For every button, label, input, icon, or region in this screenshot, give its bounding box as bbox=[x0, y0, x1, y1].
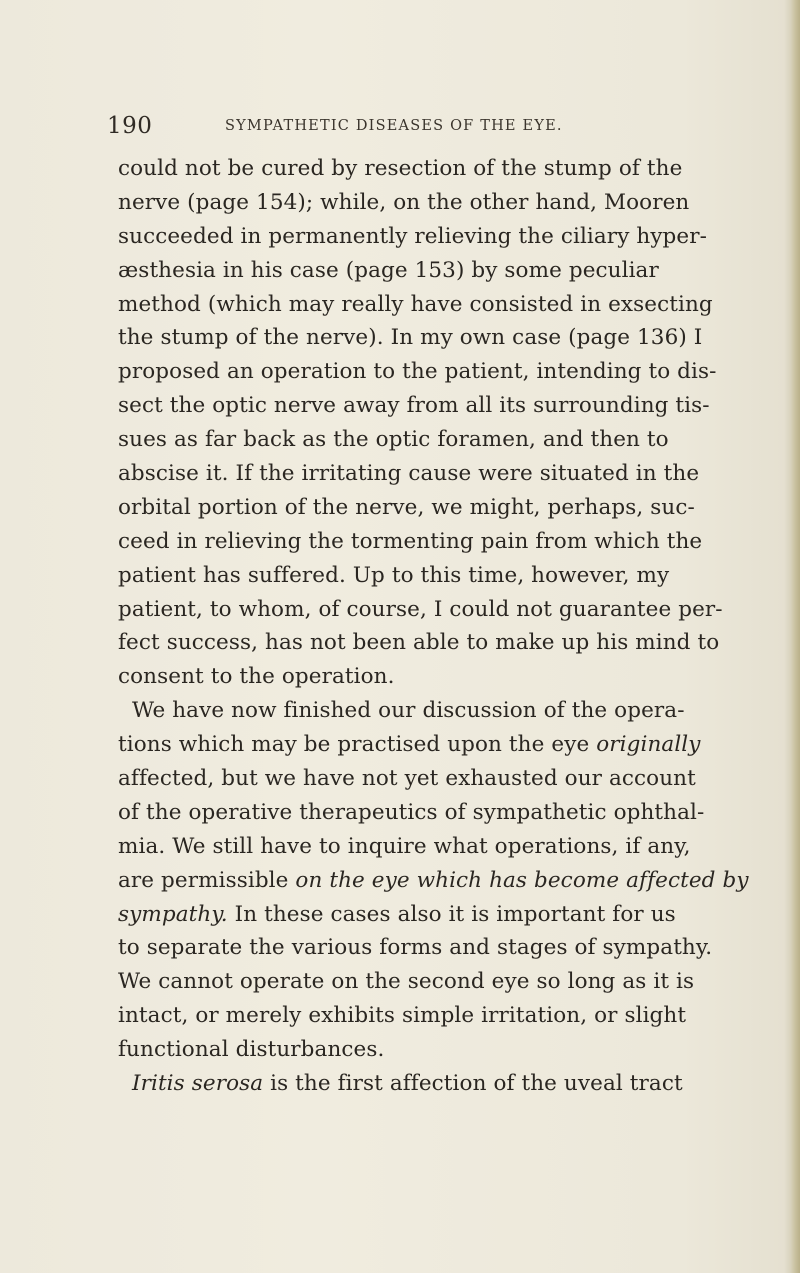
text-line: could not be cured by resection of the stump of the bbox=[118, 156, 683, 181]
text-line: We cannot operate on the second eye so long as it is bbox=[118, 969, 695, 995]
text-line: patient has suffered. Up to this time, however, my bbox=[118, 562, 670, 588]
text-line: fect success, has not been able to make up his mind to bbox=[118, 630, 720, 656]
text-line: method (which may really have consisted in exsecting bbox=[118, 291, 713, 317]
text-line: nerve (page 154); while, on the other hand, Mooren bbox=[118, 189, 690, 215]
text-line: æsthesia in his case (page 153) by some peculiar bbox=[118, 257, 659, 283]
text-line: are permissible on the eye which has become affected by bbox=[118, 867, 749, 893]
text-line: intact, or merely exhibits simple irritation, or slight bbox=[118, 1003, 687, 1029]
italic-phrase: Iritis serosa bbox=[132, 1071, 264, 1097]
page-header bbox=[107, 113, 687, 143]
text-line: the stump of the nerve). In my own case (page 136) I bbox=[118, 325, 703, 351]
body-text bbox=[118, 152, 749, 1101]
text-line: patient, to whom, of course, I could not guarantee per- bbox=[118, 596, 723, 622]
text-line: affected, but we have not yet exhausted our account bbox=[118, 766, 696, 792]
text-line: ceed in relieving the tormenting pain from which the bbox=[118, 528, 703, 554]
text-line: succeeded in permanently relieving the ciliary hyper- bbox=[118, 223, 707, 249]
text-line: Iritis serosa is the first affection of the uveal tract bbox=[132, 1071, 683, 1097]
text-line: orbital portion of the nerve, we might, perhaps, suc- bbox=[118, 494, 695, 520]
text-line: consent to the operation. bbox=[118, 664, 395, 690]
text-line: abscise it. If the irritating cause were situated in the bbox=[118, 461, 700, 487]
text-line: to separate the various forms and stages of sympathy. bbox=[118, 935, 713, 961]
text-line: functional disturbances. bbox=[118, 1037, 385, 1063]
page-edge-shadow bbox=[784, 0, 800, 1273]
text-line: of the operative therapeutics of sympathetic ophthal- bbox=[118, 799, 705, 825]
page-number: 190 bbox=[107, 113, 153, 139]
italic-phrase: on the eye which has become affected by bbox=[295, 867, 749, 893]
text-line: We have now finished our discussion of the opera- bbox=[132, 698, 685, 724]
italic-phrase: sympathy. bbox=[118, 901, 228, 927]
running-head: SYMPATHETIC DISEASES OF THE EYE. bbox=[225, 118, 563, 134]
text-line: sympathy. In these cases also it is important for us bbox=[118, 901, 676, 927]
text-line: proposed an operation to the patient, intending to dis- bbox=[118, 359, 717, 385]
text-line: sect the optic nerve away from all its surrounding tis- bbox=[118, 393, 710, 419]
text-line: mia. We still have to inquire what operations, if any, bbox=[118, 833, 691, 859]
text-line: sues as far back as the optic foramen, and then to bbox=[118, 427, 669, 453]
text-line: tions which may be practised upon the eye originally bbox=[118, 732, 701, 758]
italic-phrase: originally bbox=[596, 732, 701, 758]
